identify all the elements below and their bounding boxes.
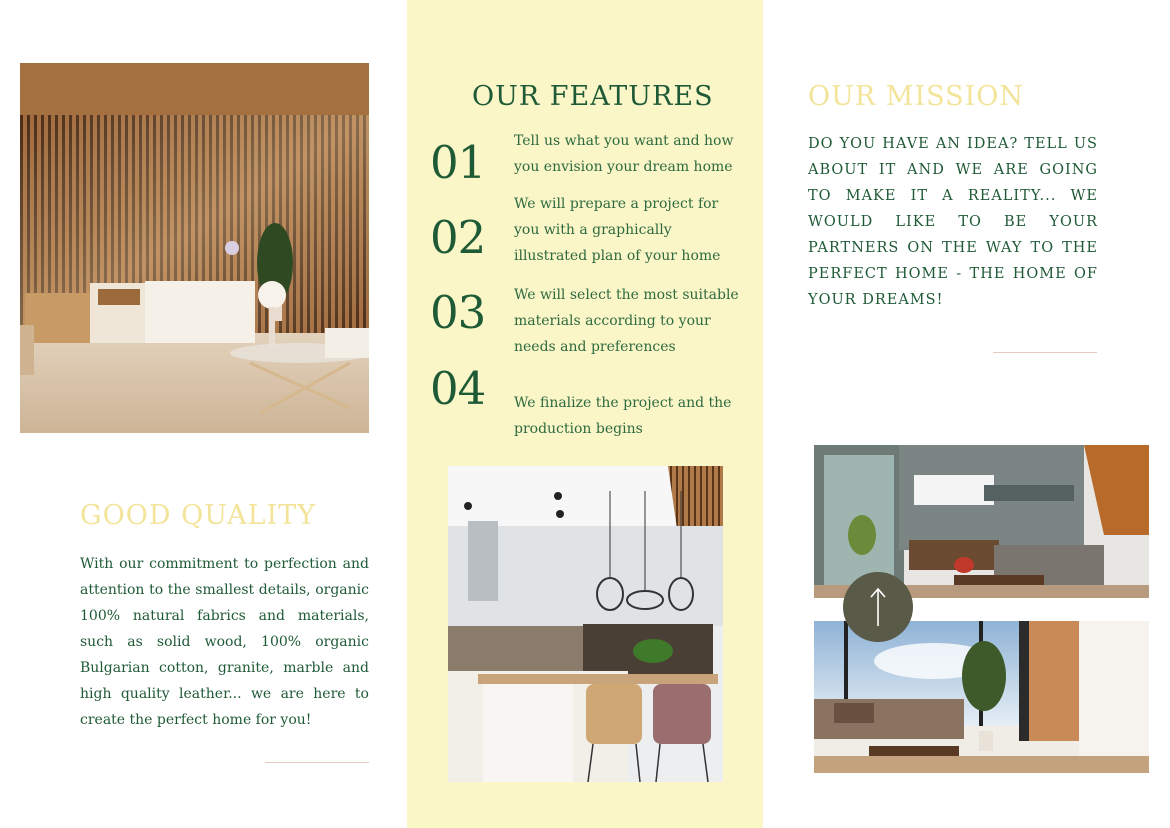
feature-text: We will select the most suitable materials according to your needs and preferences [514,287,739,355]
feature-number: 04 [430,362,486,415]
left-divider [265,762,369,763]
arrow-up-icon [867,586,889,628]
good-quality-body: With our commitment to perfection and attention to the smallest details, organic 100% natural fabrics and materials, such as solid wood, 100% organic Bulgarian cotton, granite, marble and high quality leather... we are here to create the perfect home for you! [80,556,369,728]
feature-number: 01 [430,136,486,189]
our-features-heading: OUR FEATURES [472,81,714,112]
feature-item [430,191,748,271]
feature-item [430,282,748,362]
good-quality-heading: GOOD QUALITY [80,500,317,531]
wood-slat-living-room-photo [20,63,369,433]
our-mission-heading: OUR MISSION [808,81,1025,112]
feature-number: 02 [430,211,486,264]
feature-number: 03 [430,286,486,339]
feature-text: We finalize the project and the production begins [514,395,732,437]
sea-view-living-room-photo [814,621,1149,773]
scroll-top-button[interactable] [843,572,913,642]
our-mission-body: DO YOU HAVE AN IDEA? TELL US ABOUT IT AND WE ARE GOING TO MAKE IT A REALITY... WE WOULD LIKE TO BE YOUR PARTNERS ON THE WAY TO THE PERFECT HOME - THE HOME OF YOUR DREAMS! [808,136,1098,308]
feature-text: Tell us what you want and how you envision your dream home [514,133,734,175]
feature-text: We will prepare a project for you with a graphically illustrated plan of your home [514,196,721,264]
feature-item [430,362,748,442]
right-divider [993,352,1097,353]
kitchen-photo [448,466,723,782]
